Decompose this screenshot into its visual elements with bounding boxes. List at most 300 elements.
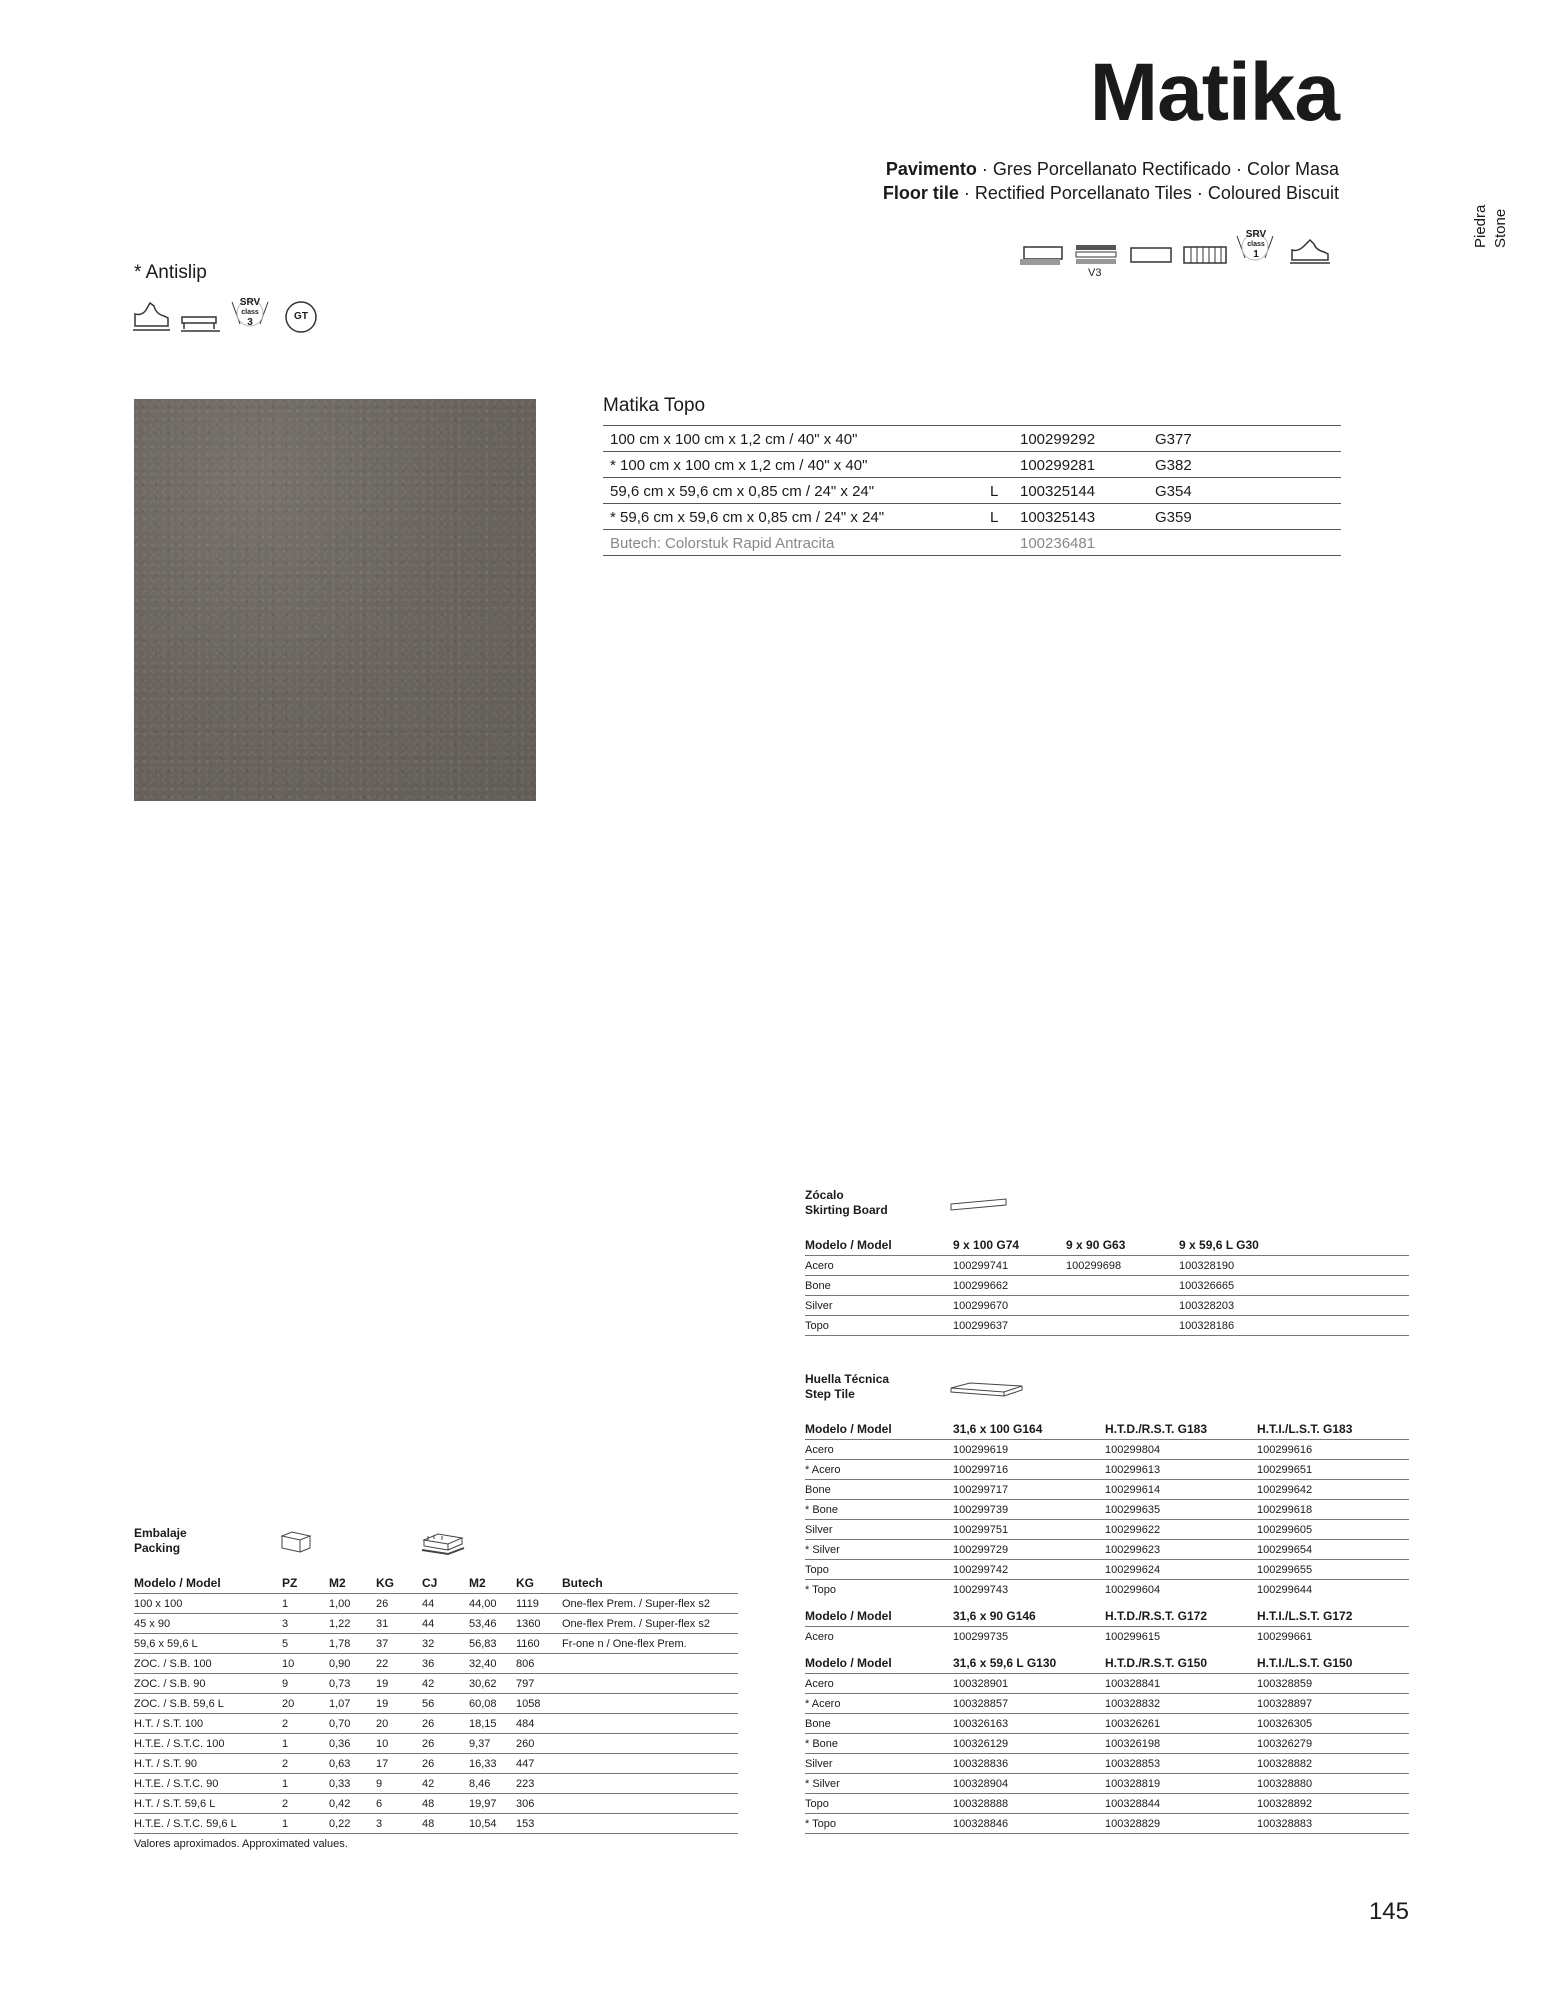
table-cell: * Acero bbox=[805, 1460, 953, 1480]
product-code: 100236481 bbox=[1013, 530, 1148, 556]
table-cell bbox=[562, 1754, 738, 1774]
product-code: 100325143 bbox=[1013, 504, 1148, 530]
skirting-label bbox=[805, 1188, 888, 1218]
table-cell: Bone bbox=[805, 1714, 953, 1734]
table-cell: 53,46 bbox=[469, 1614, 516, 1634]
table-cell: 100326279 bbox=[1257, 1734, 1409, 1754]
column-header: H.T.D./R.S.T. G150 bbox=[1105, 1656, 1208, 1670]
table-cell: 1360 bbox=[516, 1614, 562, 1634]
table-cell: H.T. / S.T. 90 bbox=[134, 1754, 282, 1774]
skirting-board-icon bbox=[950, 1198, 1008, 1212]
table-cell: 100328203 bbox=[1179, 1296, 1409, 1316]
table-cell: 26 bbox=[422, 1714, 469, 1734]
table-cell bbox=[1066, 1296, 1179, 1316]
product-size: 59,6 cm x 59,6 cm x 0,85 cm / 24" x 24" bbox=[603, 478, 983, 504]
product-flag bbox=[983, 452, 1013, 478]
table-cell: 1 bbox=[282, 1594, 329, 1614]
table-cell: 32 bbox=[422, 1634, 469, 1654]
table-row bbox=[805, 1674, 1409, 1694]
table-cell: 100299735 bbox=[953, 1627, 1105, 1647]
table-cell: H.T. / S.T. 100 bbox=[134, 1714, 282, 1734]
column-header: 9 x 100 G74 bbox=[953, 1238, 1020, 1252]
shade-variation-icon bbox=[1075, 244, 1117, 268]
v3-label: V3 bbox=[1088, 267, 1102, 279]
table-cell: 0,73 bbox=[329, 1674, 376, 1694]
shoe-traffic-icon bbox=[1288, 236, 1332, 266]
table-cell: 100 x 100 bbox=[134, 1594, 282, 1614]
table-cell: 0,70 bbox=[329, 1714, 376, 1734]
subtitle-spanish-bold: Pavimento bbox=[885, 159, 977, 179]
table-row bbox=[134, 1654, 738, 1674]
page-number: 145 bbox=[1368, 1898, 1409, 1925]
product-title: Matika Topo bbox=[603, 395, 706, 416]
table-cell: 100299662 bbox=[953, 1276, 1066, 1296]
table-cell: 3 bbox=[282, 1614, 329, 1634]
subtitle-spanish-rest: · Gres Porcellanato Rectificado · Color Masa bbox=[976, 159, 1339, 179]
table-cell: 100328904 bbox=[953, 1774, 1105, 1794]
table-cell: * Bone bbox=[805, 1500, 953, 1520]
porcelain-body-icon bbox=[1183, 244, 1227, 266]
table-cell: 45 x 90 bbox=[134, 1614, 282, 1634]
table-cell bbox=[562, 1734, 738, 1754]
table-cell: 100328819 bbox=[1105, 1774, 1257, 1794]
column-header: 9 x 59,6 L G30 bbox=[1179, 1238, 1259, 1252]
skirting-label-en: Skirting Board bbox=[805, 1203, 888, 1217]
table-header-row bbox=[134, 1576, 738, 1594]
table-header-row bbox=[805, 1238, 1409, 1256]
table-cell: 5 bbox=[282, 1634, 329, 1654]
table-cell: 100299741 bbox=[953, 1256, 1066, 1276]
column-header: H.T.I./L.S.T. G172 bbox=[1257, 1609, 1353, 1623]
table-cell: 19,97 bbox=[469, 1794, 516, 1814]
table-cell: 0,36 bbox=[329, 1734, 376, 1754]
table-cell: 100299615 bbox=[1105, 1627, 1257, 1647]
step-tile-table bbox=[805, 1422, 1409, 1834]
table-cell: 48 bbox=[422, 1814, 469, 1834]
product-group: G377 bbox=[1148, 426, 1341, 452]
table-cell: 100328892 bbox=[1257, 1794, 1409, 1814]
table-cell: 56,83 bbox=[469, 1634, 516, 1654]
table-cell: 100328880 bbox=[1257, 1774, 1409, 1794]
table-cell: 32,40 bbox=[469, 1654, 516, 1674]
table-cell: 31 bbox=[376, 1614, 422, 1634]
table-cell: 100299604 bbox=[1105, 1580, 1257, 1600]
table-cell: Topo bbox=[805, 1794, 953, 1814]
column-header: Modelo / Model bbox=[805, 1656, 892, 1670]
table-cell: 100299614 bbox=[1105, 1480, 1257, 1500]
table-cell: Bone bbox=[805, 1480, 953, 1500]
table-cell: 0,22 bbox=[329, 1814, 376, 1834]
subtitle-english-bold: Floor tile bbox=[882, 183, 959, 203]
column-header: H.T.D./R.S.T. G172 bbox=[1105, 1609, 1208, 1623]
column-header: 31,6 x 90 G146 bbox=[953, 1609, 1036, 1623]
table-row bbox=[603, 426, 1341, 452]
table-cell: 44 bbox=[422, 1614, 469, 1634]
table-row bbox=[805, 1256, 1409, 1276]
table-cell: 100328836 bbox=[953, 1754, 1105, 1774]
column-header: 9 x 90 G63 bbox=[1066, 1238, 1126, 1252]
table-cell: 100299622 bbox=[1105, 1520, 1257, 1540]
table-cell: 42 bbox=[422, 1774, 469, 1794]
column-header: H.T.I./L.S.T. G183 bbox=[1257, 1422, 1353, 1436]
table-cell: 44,00 bbox=[469, 1594, 516, 1614]
table-row bbox=[603, 530, 1341, 556]
table-cell: * Silver bbox=[805, 1540, 953, 1560]
table-row bbox=[134, 1714, 738, 1734]
table-row bbox=[805, 1296, 1409, 1316]
srv-class-value: 1 bbox=[1253, 249, 1259, 260]
tile-sample-photo bbox=[134, 399, 536, 801]
product-group: G359 bbox=[1148, 504, 1341, 530]
table-cell: 100299654 bbox=[1257, 1540, 1409, 1560]
table-cell: 2 bbox=[282, 1714, 329, 1734]
table-cell: 100299698 bbox=[1066, 1256, 1179, 1276]
table-row bbox=[805, 1540, 1409, 1560]
table-cell: Bone bbox=[805, 1276, 953, 1296]
bench-antislip-icon bbox=[180, 311, 222, 333]
table-cell: One-flex Prem. / Super-flex s2 bbox=[562, 1594, 738, 1614]
table-cell: Acero bbox=[805, 1440, 953, 1460]
table-row bbox=[603, 478, 1341, 504]
table-cell: Fr-one n / One-flex Prem. bbox=[562, 1634, 738, 1654]
table-row bbox=[805, 1794, 1409, 1814]
table-cell bbox=[562, 1794, 738, 1814]
table-row bbox=[603, 452, 1341, 478]
table-cell: 100328882 bbox=[1257, 1754, 1409, 1774]
column-header: KG bbox=[376, 1576, 394, 1590]
table-cell: Topo bbox=[805, 1560, 953, 1580]
table-cell: 100326261 bbox=[1105, 1714, 1257, 1734]
product-flag bbox=[983, 426, 1013, 452]
table-cell: 6 bbox=[376, 1794, 422, 1814]
column-header: Modelo / Model bbox=[805, 1422, 892, 1436]
table-cell: H.T.E. / S.T.C. 90 bbox=[134, 1774, 282, 1794]
table-cell: 100328859 bbox=[1257, 1674, 1409, 1694]
subtitle-english bbox=[883, 183, 1339, 205]
table-cell: 26 bbox=[376, 1594, 422, 1614]
table-cell bbox=[562, 1674, 738, 1694]
table-cell: 9 bbox=[376, 1774, 422, 1794]
table-row bbox=[134, 1814, 738, 1834]
product-flag: L bbox=[983, 478, 1013, 504]
table-cell: 100328841 bbox=[1105, 1674, 1257, 1694]
subtitle-english-rest: · Rectified Porcellanato Tiles · Coloured Biscuit bbox=[958, 183, 1339, 203]
table-cell: 48 bbox=[422, 1794, 469, 1814]
table-cell: Silver bbox=[805, 1754, 953, 1774]
srv-class-label: class bbox=[1247, 241, 1265, 248]
table-cell: 100326665 bbox=[1179, 1276, 1409, 1296]
table-cell: 8,46 bbox=[469, 1774, 516, 1794]
floor-tile-icon bbox=[1018, 245, 1064, 267]
table-row bbox=[134, 1734, 738, 1754]
table-row bbox=[134, 1774, 738, 1794]
table-row bbox=[805, 1316, 1409, 1336]
table-cell: 153 bbox=[516, 1814, 562, 1834]
column-header: Modelo / Model bbox=[805, 1609, 892, 1623]
table-cell: 9 bbox=[282, 1674, 329, 1694]
skirting-table bbox=[805, 1238, 1409, 1336]
table-row bbox=[805, 1754, 1409, 1774]
column-header: 31,6 x 59,6 L G130 bbox=[953, 1656, 1057, 1670]
table-cell: 10,54 bbox=[469, 1814, 516, 1834]
table-row bbox=[805, 1714, 1409, 1734]
table-cell: 44 bbox=[422, 1594, 469, 1614]
srv-label: SRV bbox=[1245, 229, 1267, 240]
table-row bbox=[805, 1627, 1409, 1647]
product-size: * 100 cm x 100 cm x 1,2 cm / 40" x 40" bbox=[603, 452, 983, 478]
table-cell: 1,07 bbox=[329, 1694, 376, 1714]
side-tab-spanish: Piedra bbox=[1472, 204, 1489, 248]
table-cell: 42 bbox=[422, 1674, 469, 1694]
table-cell bbox=[1066, 1316, 1179, 1336]
table-cell bbox=[562, 1814, 738, 1834]
product-code: 100325144 bbox=[1013, 478, 1148, 504]
table-cell: 100328832 bbox=[1105, 1694, 1257, 1714]
table-cell: 0,63 bbox=[329, 1754, 376, 1774]
table-cell: 223 bbox=[516, 1774, 562, 1794]
table-cell: 100328857 bbox=[953, 1694, 1105, 1714]
table-cell: 10 bbox=[282, 1654, 329, 1674]
table-cell: 26 bbox=[422, 1734, 469, 1754]
table-cell bbox=[562, 1694, 738, 1714]
table-cell: 3 bbox=[376, 1814, 422, 1834]
table-cell: One-flex Prem. / Super-flex s2 bbox=[562, 1614, 738, 1634]
table-row bbox=[134, 1614, 738, 1634]
table-cell: H.T. / S.T. 59,6 L bbox=[134, 1794, 282, 1814]
subtitle-spanish bbox=[886, 159, 1339, 181]
skirting-label-es: Zócalo bbox=[805, 1188, 844, 1202]
table-cell: 100326163 bbox=[953, 1714, 1105, 1734]
table-row bbox=[805, 1694, 1409, 1714]
column-header: PZ bbox=[282, 1576, 298, 1590]
table-cell: 100326129 bbox=[953, 1734, 1105, 1754]
table-row bbox=[134, 1674, 738, 1694]
table-cell: 20 bbox=[376, 1714, 422, 1734]
table-cell bbox=[562, 1714, 738, 1734]
table-cell: 100299637 bbox=[953, 1316, 1066, 1336]
table-header-row bbox=[805, 1646, 1409, 1674]
table-cell: 0,90 bbox=[329, 1654, 376, 1674]
table-cell: 1 bbox=[282, 1734, 329, 1754]
table-row bbox=[805, 1520, 1409, 1540]
table-cell: 9,37 bbox=[469, 1734, 516, 1754]
table-cell: 100328888 bbox=[953, 1794, 1105, 1814]
column-header: Modelo / Model bbox=[134, 1576, 221, 1590]
table-cell: ZOC. / S.B. 90 bbox=[134, 1674, 282, 1694]
table-cell: 17 bbox=[376, 1754, 422, 1774]
side-tab bbox=[1472, 192, 1549, 252]
table-row bbox=[805, 1440, 1409, 1460]
table-cell: Acero bbox=[805, 1256, 953, 1276]
table-cell: * Acero bbox=[805, 1694, 953, 1714]
table-cell: H.T.E. / S.T.C. 100 bbox=[134, 1734, 282, 1754]
table-cell: 806 bbox=[516, 1654, 562, 1674]
table-row bbox=[805, 1460, 1409, 1480]
table-row bbox=[134, 1794, 738, 1814]
table-header-row bbox=[805, 1422, 1409, 1440]
table-row bbox=[805, 1814, 1409, 1834]
table-cell: 2 bbox=[282, 1754, 329, 1774]
table-cell: 100328901 bbox=[953, 1674, 1105, 1694]
table-cell: 100299623 bbox=[1105, 1540, 1257, 1560]
srv-class-3-text bbox=[239, 298, 261, 328]
product-code: 100299292 bbox=[1013, 426, 1148, 452]
table-cell: 100299729 bbox=[953, 1540, 1105, 1560]
table-row bbox=[805, 1480, 1409, 1500]
table-cell bbox=[562, 1654, 738, 1674]
table-cell: Acero bbox=[805, 1627, 953, 1647]
srv-3-label: SRV bbox=[239, 297, 261, 308]
table-cell: 1160 bbox=[516, 1634, 562, 1654]
antislip-label: * Antislip bbox=[134, 262, 207, 283]
product-group: G382 bbox=[1148, 452, 1341, 478]
table-cell: 100299661 bbox=[1257, 1627, 1409, 1647]
table-cell: 100328853 bbox=[1105, 1754, 1257, 1774]
table-cell: 18,15 bbox=[469, 1714, 516, 1734]
table-cell: 306 bbox=[516, 1794, 562, 1814]
product-table bbox=[603, 425, 1341, 556]
table-cell bbox=[562, 1774, 738, 1794]
packing-table bbox=[134, 1576, 738, 1834]
product-size: * 59,6 cm x 59,6 cm x 0,85 cm / 24" x 24" bbox=[603, 504, 983, 530]
product-size: Butech: Colorstuk Rapid Antracita bbox=[603, 530, 983, 556]
table-cell: 30,62 bbox=[469, 1674, 516, 1694]
table-cell: 260 bbox=[516, 1734, 562, 1754]
page-title: Matika bbox=[1089, 47, 1339, 138]
table-cell: 16,33 bbox=[469, 1754, 516, 1774]
table-cell: ZOC. / S.B. 59,6 L bbox=[134, 1694, 282, 1714]
table-cell: * Bone bbox=[805, 1734, 953, 1754]
shoe-antislip-icon bbox=[132, 300, 172, 332]
table-row bbox=[134, 1594, 738, 1614]
step-label-es: Huella Técnica bbox=[805, 1372, 890, 1386]
table-cell: 1,00 bbox=[329, 1594, 376, 1614]
table-cell: 100328844 bbox=[1105, 1794, 1257, 1814]
table-cell: 26 bbox=[422, 1754, 469, 1774]
packing-label bbox=[134, 1526, 187, 1556]
table-cell: 100299613 bbox=[1105, 1460, 1257, 1480]
table-cell: 100299618 bbox=[1257, 1500, 1409, 1520]
table-cell: 100328846 bbox=[953, 1814, 1105, 1834]
table-cell: 100299804 bbox=[1105, 1440, 1257, 1460]
column-header: M2 bbox=[329, 1576, 346, 1590]
table-cell: 1058 bbox=[516, 1694, 562, 1714]
product-group bbox=[1148, 530, 1341, 556]
table-cell: 100299717 bbox=[953, 1480, 1105, 1500]
table-cell: 100328883 bbox=[1257, 1814, 1409, 1834]
table-cell: 100299739 bbox=[953, 1500, 1105, 1520]
table-cell: * Topo bbox=[805, 1814, 953, 1834]
table-cell: 1119 bbox=[516, 1594, 562, 1614]
table-cell: Acero bbox=[805, 1674, 953, 1694]
table-cell: 100299655 bbox=[1257, 1560, 1409, 1580]
table-cell: * Silver bbox=[805, 1774, 953, 1794]
product-flag bbox=[983, 530, 1013, 556]
table-row bbox=[805, 1560, 1409, 1580]
step-tile-icon bbox=[950, 1382, 1024, 1400]
column-header: Modelo / Model bbox=[805, 1238, 892, 1252]
table-row bbox=[134, 1694, 738, 1714]
table-cell: 100299751 bbox=[953, 1520, 1105, 1540]
table-row bbox=[805, 1500, 1409, 1520]
column-header: H.T.D./R.S.T. G183 bbox=[1105, 1422, 1208, 1436]
column-header: CJ bbox=[422, 1576, 438, 1590]
table-cell: 447 bbox=[516, 1754, 562, 1774]
product-code: 100299281 bbox=[1013, 452, 1148, 478]
table-cell: 100299624 bbox=[1105, 1560, 1257, 1580]
table-cell: 797 bbox=[516, 1674, 562, 1694]
table-row bbox=[134, 1754, 738, 1774]
table-cell: 100328829 bbox=[1105, 1814, 1257, 1834]
table-row bbox=[603, 504, 1341, 530]
table-cell: 100299605 bbox=[1257, 1520, 1409, 1540]
table-row bbox=[805, 1276, 1409, 1296]
table-cell: 1,78 bbox=[329, 1634, 376, 1654]
srv-class-text bbox=[1245, 230, 1267, 260]
side-tab-english: Stone bbox=[1492, 208, 1509, 248]
table-cell: ZOC. / S.B. 100 bbox=[134, 1654, 282, 1674]
product-group: G354 bbox=[1148, 478, 1341, 504]
table-cell: 100328897 bbox=[1257, 1694, 1409, 1714]
product-flag: L bbox=[983, 504, 1013, 530]
product-size: 100 cm x 100 cm x 1,2 cm / 40" x 40" bbox=[603, 426, 983, 452]
packing-footnote: Valores aproximados. Approximated values. bbox=[134, 1838, 348, 1850]
table-cell: 56 bbox=[422, 1694, 469, 1714]
table-cell: 1 bbox=[282, 1814, 329, 1834]
gt-label: GT bbox=[294, 311, 308, 322]
table-cell: 19 bbox=[376, 1674, 422, 1694]
column-header: H.T.I./L.S.T. G150 bbox=[1257, 1656, 1353, 1670]
table-row bbox=[134, 1634, 738, 1654]
step-tile-label bbox=[805, 1372, 889, 1402]
column-header: Butech bbox=[562, 1576, 603, 1590]
table-row bbox=[805, 1774, 1409, 1794]
table-cell: 60,08 bbox=[469, 1694, 516, 1714]
table-cell: 10 bbox=[376, 1734, 422, 1754]
table-cell: 100299619 bbox=[953, 1440, 1105, 1460]
table-cell: 0,42 bbox=[329, 1794, 376, 1814]
table-cell: Topo bbox=[805, 1316, 953, 1336]
table-cell: 59,6 x 59,6 L bbox=[134, 1634, 282, 1654]
table-cell: 0,33 bbox=[329, 1774, 376, 1794]
step-label-en: Step Tile bbox=[805, 1387, 855, 1401]
table-cell: 100328190 bbox=[1179, 1256, 1409, 1276]
srv-3-class-label: class bbox=[241, 309, 259, 316]
table-cell: 20 bbox=[282, 1694, 329, 1714]
table-cell: 37 bbox=[376, 1634, 422, 1654]
table-cell: 100299716 bbox=[953, 1460, 1105, 1480]
table-cell: 100299616 bbox=[1257, 1440, 1409, 1460]
table-cell: Silver bbox=[805, 1520, 953, 1540]
table-cell: 1,22 bbox=[329, 1614, 376, 1634]
table-header-row bbox=[805, 1599, 1409, 1627]
table-cell: 2 bbox=[282, 1794, 329, 1814]
table-cell: Silver bbox=[805, 1296, 953, 1316]
table-cell: H.T.E. / S.T.C. 59,6 L bbox=[134, 1814, 282, 1834]
table-cell: 100299742 bbox=[953, 1560, 1105, 1580]
table-row bbox=[805, 1580, 1409, 1600]
table-cell: 100299743 bbox=[953, 1580, 1105, 1600]
packing-label-en: Packing bbox=[134, 1541, 181, 1555]
table-cell: 100326305 bbox=[1257, 1714, 1409, 1734]
srv-3-class-value: 3 bbox=[247, 317, 253, 328]
table-cell: 100328186 bbox=[1179, 1316, 1409, 1336]
table-cell: 100326198 bbox=[1105, 1734, 1257, 1754]
column-header: KG bbox=[516, 1576, 534, 1590]
column-header: M2 bbox=[469, 1576, 486, 1590]
table-cell: 19 bbox=[376, 1694, 422, 1714]
table-cell bbox=[1066, 1276, 1179, 1296]
